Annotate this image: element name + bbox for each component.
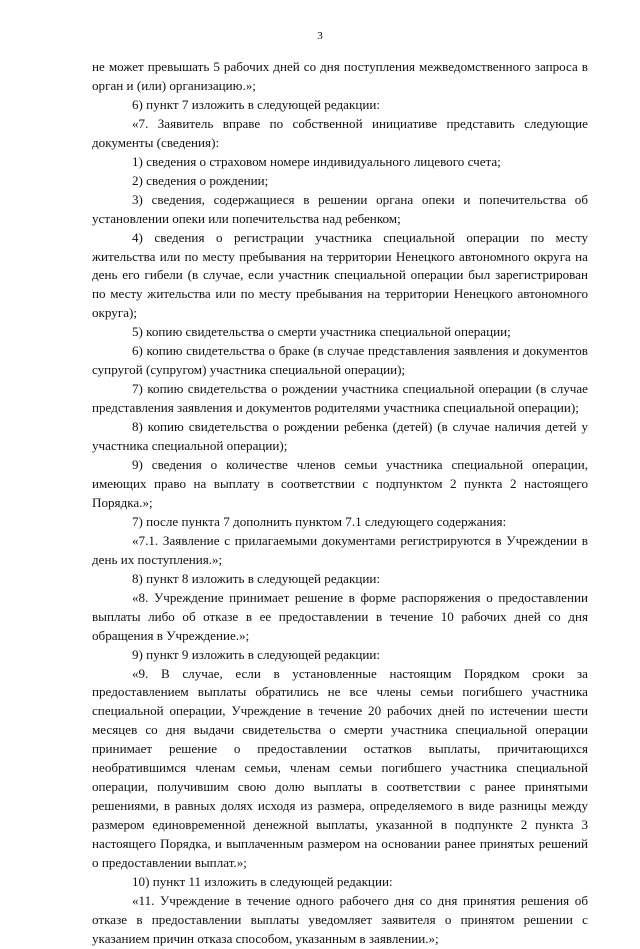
paragraph: 9) сведения о количестве членов семьи участника специальной операции, имеющих право на выплату в соответствии с подпунктом 2 пункта 2 настоящего Порядка.»;	[92, 457, 588, 510]
paragraph: «9. В случае, если в установленные настоящим Порядком сроки за предоставлением выплаты обратились не все члены семьи погибшего участника специальной операции, Учреждение в течение 20 рабочих дней по истечении шести месяцев со дня выдачи свидетельства о смерти участника специальной операции принимает решение о предоставлении остатков выплаты, причитающихся необратившимся членам семьи, членам семьи погибшего участника специальной операции, получившим свою долю выплаты в соответствии с ранее принятыми решениями, в равных долях исходя из размера, определяемого в виде разницы между размером единовременной денежной выплаты, указанной в подпункте 2 пункта 3 настоящего Порядка, и выплаченным размером на основании ранее принятых решений о предоставлении выплат.»;	[92, 665, 588, 871]
paragraph: 8) копию свидетельства о рождении ребенка (детей) (в случае наличия детей у участника специальной операции);	[92, 419, 588, 454]
paragraph: 9) пункт 9 изложить в следующей редакции:	[132, 646, 380, 662]
paragraph: «7. Заявитель вправе по собственной инициативе представить следующие документы (сведения):	[92, 115, 588, 150]
paragraph: не может превышать 5 рабочих дней со дня поступления межведомственного запроса в орган и (или) организацию.»;	[92, 59, 588, 93]
paragraph: «7.1. Заявление с прилагаемыми документами регистрируются в Учреждении в день их поступления.»;	[92, 532, 588, 567]
paragraph: «8. Учреждение принимает решение в форме распоряжения о предоставлении выплаты либо об отказе в ее предоставлении в течение 10 рабочих дней со дня обращения в Учреждение.»;	[92, 589, 588, 643]
page-number: 3	[317, 30, 323, 42]
paragraph: 4) сведения о регистрации участника специальной операции по месту жительства или по месту пребывания на территории Ненецкого автономного округа на день его гибели (в случае, если участник специальной операции был зарегистрирован по месту жительства или по месту пребывания на территории Ненецкого автономного округа);	[92, 229, 588, 321]
paragraph: 10) пункт 11 изложить в следующей редакции:	[132, 873, 393, 889]
paragraph: 6) копию свидетельства о браке (в случае представления заявления и документов супругой (супругом) участника специальной операции);	[92, 343, 588, 378]
paragraph: 2) сведения о рождении;	[132, 172, 269, 188]
paragraph: 6) пункт 7 изложить в следующей редакции:	[132, 96, 380, 112]
paragraph: 7) копию свидетельства о рождении участника специальной операции (в случае представления заявления и документов родителями участника специальной операции);	[92, 381, 588, 416]
paragraph: 7) после пункта 7 дополнить пунктом 7.1 следующего содержания:	[132, 513, 507, 529]
paragraph: 8) пункт 8 изложить в следующей редакции:	[132, 570, 380, 586]
paragraph: 5) копию свидетельства о смерти участника специальной операции;	[132, 324, 511, 340]
paragraph: «11. Учреждение в течение одного рабочего дня со дня принятия решения об отказе в предоставлении выплаты уведомляет заявителя о принятом решении с указанием причин отказа способом, указанным в заявлении.»;	[92, 892, 588, 946]
paragraph: 3) сведения, содержащиеся в решении органа опеки и попечительства об установлении опеки или попечительства над ребенком;	[92, 191, 588, 226]
document-body	[92, 58, 588, 949]
paragraph: 1) сведения о страховом номере индивидуального лицевого счета;	[132, 153, 501, 169]
